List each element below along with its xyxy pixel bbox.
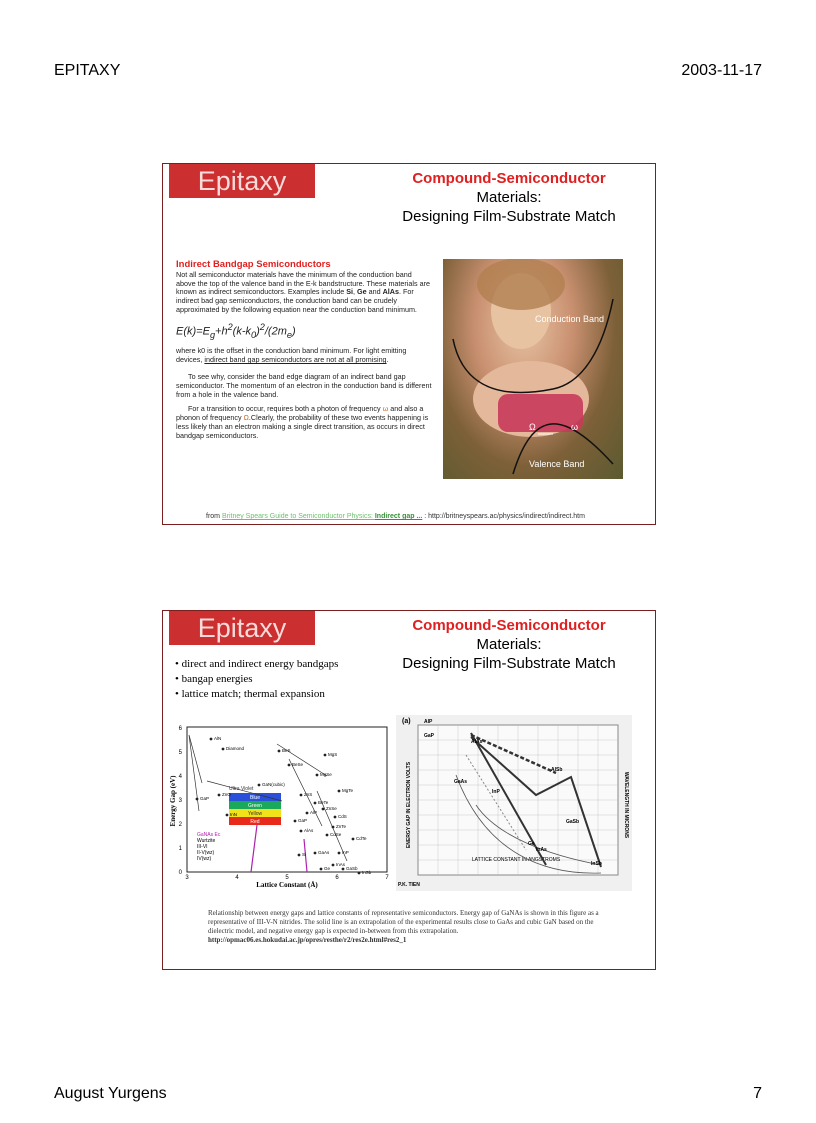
- material-point: [300, 794, 303, 797]
- lattice-constant-chart: [396, 715, 632, 891]
- material-point: [352, 838, 355, 841]
- material-point: [358, 872, 361, 875]
- material-label: InAs: [336, 862, 346, 867]
- band-curves-overlay: [443, 259, 623, 479]
- material-label: MgSe: [320, 772, 332, 777]
- big-omega-label: Ω: [529, 422, 536, 432]
- paragraph-1: Not all semiconductor materials have the minimum of the conduction band above the top of the valence band in the E-k bandstructure. These materials are known as indirect semiconductors. Examples include Si, Ge and AlAs. For indirect bad gap semiconductors, the conduction band can be crudely approximated by the following equation near the conduction band minimum.: [176, 269, 430, 314]
- material-point: [342, 868, 345, 871]
- material-point: [300, 830, 303, 833]
- right-chart-xlabel: LATTICE CONSTANT IN ANGSTROMS: [471, 857, 561, 863]
- slide-1-body: [176, 261, 432, 441]
- material-label: ZnTe: [336, 824, 347, 829]
- right-chart-rlabel: WAVELENGTH IN MICRONS: [623, 771, 629, 839]
- right-material-label: InSb: [591, 861, 602, 867]
- left-chart-ytick: 6: [178, 726, 182, 732]
- left-chart-xtick: 4: [235, 875, 239, 881]
- right-material-label: GaP: [424, 733, 435, 739]
- material-point: [324, 754, 327, 757]
- material-point: [338, 790, 341, 793]
- bullet-1: • direct and indirect energy bandgaps: [175, 658, 339, 670]
- slide-1-source: from Britney Spears Guide to Semiconductor Physics: Indirect gap ... : http://britneyspears.ac/physics/indirect/indirect.htm: [206, 513, 585, 520]
- material-point: [314, 852, 317, 855]
- material-label: CdS: [338, 814, 347, 819]
- slide-1: [162, 163, 656, 525]
- band-blue-label: Blue: [249, 795, 261, 801]
- slide-2-bullets: [175, 657, 338, 702]
- paragraph-2: where k0 is the offset in the conduction band minimum. For light emitting devices, indirect band gap semiconductors are not at all promising.: [176, 346, 407, 365]
- left-chart-xtick: 7: [385, 875, 389, 881]
- material-point: [322, 808, 325, 811]
- source-indirect-gap-link[interactable]: Indirect gap ...: [374, 513, 423, 520]
- material-label: BeSe: [292, 762, 304, 767]
- material-point: [222, 748, 225, 751]
- material-point: [278, 750, 281, 753]
- wurtzite-label: Wurtzite: [197, 838, 216, 844]
- material-point: [196, 798, 199, 801]
- material-point: [294, 820, 297, 823]
- material-point: [210, 738, 213, 741]
- left-chart-ytick: 2: [178, 822, 182, 828]
- band-green-label: Green: [248, 803, 262, 809]
- material-point: [218, 794, 221, 797]
- paragraph-3: To see why, consider the band edge diagram of an indirect band gap semiconductor. The momentum of an electron in the conduction band is different from a hole in the valence band.: [176, 372, 432, 399]
- page-footer-author: August Yurgens: [54, 1085, 167, 1102]
- caption-url[interactable]: http://opmac06.es.hokudai.ac.jp/opres/resthe/r2/res2e.html#res2_1: [208, 936, 407, 944]
- conduction-band-label: Conduction Band: [535, 314, 605, 324]
- material-point: [288, 764, 291, 767]
- left-chart-ytick: 4: [178, 774, 182, 780]
- slide-2-caption: Relationship between energy gaps and lattice constants of representative semiconductors. Energy gap of GaNAs is shown in this figure as a representative of III-V-N nitrides. The solid line is an extrapolation of the experimental results close to GaAs and cubic GaN based on the dielectric model, and negative energy gap is expected in-between from this extrapolation. http://opmac06.es.hokudai.ac.jp/opres/resthe/r2/res2e.html#res2_1: [208, 909, 599, 944]
- material-point: [320, 868, 323, 871]
- energy-gap-chart: [167, 721, 393, 891]
- right-material-label: AlSb: [551, 767, 563, 773]
- right-chart-ylabel: ENERGY GAP IN ELECTRON VOLTS: [406, 761, 412, 849]
- panel-label: (a): [402, 718, 411, 725]
- left-chart-ytick: 3: [178, 798, 182, 804]
- material-label: Diamond: [226, 746, 245, 751]
- material-label: BeS: [282, 748, 291, 753]
- right-material-label: InAs: [536, 847, 547, 853]
- material-point: [326, 834, 329, 837]
- material-label: CdSe: [330, 832, 342, 837]
- band-red-label: Red: [250, 819, 260, 825]
- slide-2-subtitle: Compound-Semiconductor Materials: Designing Film-Substrate Match: [402, 617, 616, 672]
- left-chart-ytick: 1: [178, 846, 182, 852]
- material-label: Ge: [324, 866, 331, 871]
- material-label: AlP: [310, 810, 318, 815]
- paragraph-4: For a transition to occur, requires both a photon of frequency ω and also a phonon of frequency Ω.Clearly, the probability of these two events happening is less likely than an electron making a single direct transition, as occurs in direct bandgap semiconductors.: [176, 404, 429, 440]
- page-footer-number: 7: [753, 1085, 762, 1102]
- iii-vi-label: III-VI: [197, 844, 208, 850]
- material-point: [258, 784, 261, 787]
- band-diagram-photo: [443, 259, 623, 479]
- material-label: ZnS: [304, 792, 313, 797]
- material-label: MgS: [328, 752, 338, 757]
- left-chart-ytick: 5: [178, 750, 182, 756]
- left-chart-ylabel: Energy Gap (eV): [169, 775, 177, 827]
- left-chart-ytick: 0: [178, 870, 182, 876]
- bullet-2: • bangap energies: [175, 673, 253, 685]
- material-label: GaAs: [318, 850, 330, 855]
- left-chart-xtick: 3: [185, 875, 189, 881]
- material-label: InSb: [362, 870, 372, 875]
- material-label: GaSb: [346, 866, 358, 871]
- ganas-ec-label: GaNAs Ec: [197, 832, 221, 838]
- material-point: [298, 854, 301, 857]
- material-label: ZnO: [222, 792, 231, 797]
- slide-2-title: Epitaxy: [169, 611, 315, 645]
- material-point: [226, 814, 229, 817]
- valence-band-label: Valence Band: [529, 459, 585, 469]
- material-label: MgTe: [342, 788, 354, 793]
- material-label: BeTe: [318, 800, 329, 805]
- right-material-label: InP: [492, 789, 500, 795]
- material-label: GaP: [200, 796, 210, 801]
- bandgap-formula: $E(k)=E_g+h^2(k-k_0)^2/(2m_e)$: [176, 321, 296, 340]
- small-omega-label: ω: [571, 422, 579, 432]
- left-chart-xlabel: Lattice Constant (Å): [256, 881, 318, 889]
- left-chart-xtick: 6: [335, 875, 339, 881]
- indirect-bandgap-heading: Indirect Bandgap Semiconductors: [176, 259, 331, 270]
- right-chart-author: P.K. TIEN: [398, 882, 420, 888]
- material-label: GaN(cubic): [262, 782, 285, 787]
- material-label: Si: [302, 852, 307, 857]
- left-chart-xtick: 5: [285, 875, 289, 881]
- material-point: [306, 812, 309, 815]
- material-label: GaP: [298, 818, 308, 823]
- material-label: InN: [230, 812, 238, 817]
- right-material-label: GaAs: [454, 779, 468, 785]
- material-point: [332, 826, 335, 829]
- material-point: [334, 816, 337, 819]
- material-label: CdTe: [356, 836, 367, 841]
- page-header-date: 2003-11-17: [681, 62, 762, 79]
- right-material-label: AlP: [424, 719, 433, 725]
- right-material-label: Ge: [528, 841, 535, 847]
- bullet-3: • lattice match; thermal expansion: [175, 688, 325, 700]
- material-point: [332, 864, 335, 867]
- page-header-title: EPITAXY: [54, 62, 121, 79]
- material-point: [338, 852, 341, 855]
- source-link[interactable]: Britney Spears Guide to Semiconductor Physics:: [221, 513, 375, 520]
- iv-label: IV(wz): [197, 856, 212, 862]
- ultra-violet-label: Ultra Violet: [229, 786, 254, 792]
- material-label: AlAs: [304, 828, 314, 833]
- slide-2: [162, 610, 656, 970]
- band-yellow-label: Yellow: [247, 811, 263, 817]
- ii-v-label: II-V(wz): [197, 850, 215, 856]
- right-material-label: GaSb: [566, 819, 580, 825]
- right-material-label: AlAs: [471, 739, 483, 745]
- material-point: [316, 774, 319, 777]
- promising-link[interactable]: indirect band gap semiconductors are not at all promising: [204, 355, 387, 365]
- slide-1-title: Epitaxy: [169, 164, 315, 198]
- material-point: [314, 802, 317, 805]
- material-label: ZnSe: [326, 806, 337, 811]
- material-label: InP: [342, 850, 349, 855]
- slide-1-subtitle: Compound-Semiconductor Materials: Designing Film-Substrate Match: [402, 170, 616, 225]
- material-label: AlN: [214, 736, 222, 741]
